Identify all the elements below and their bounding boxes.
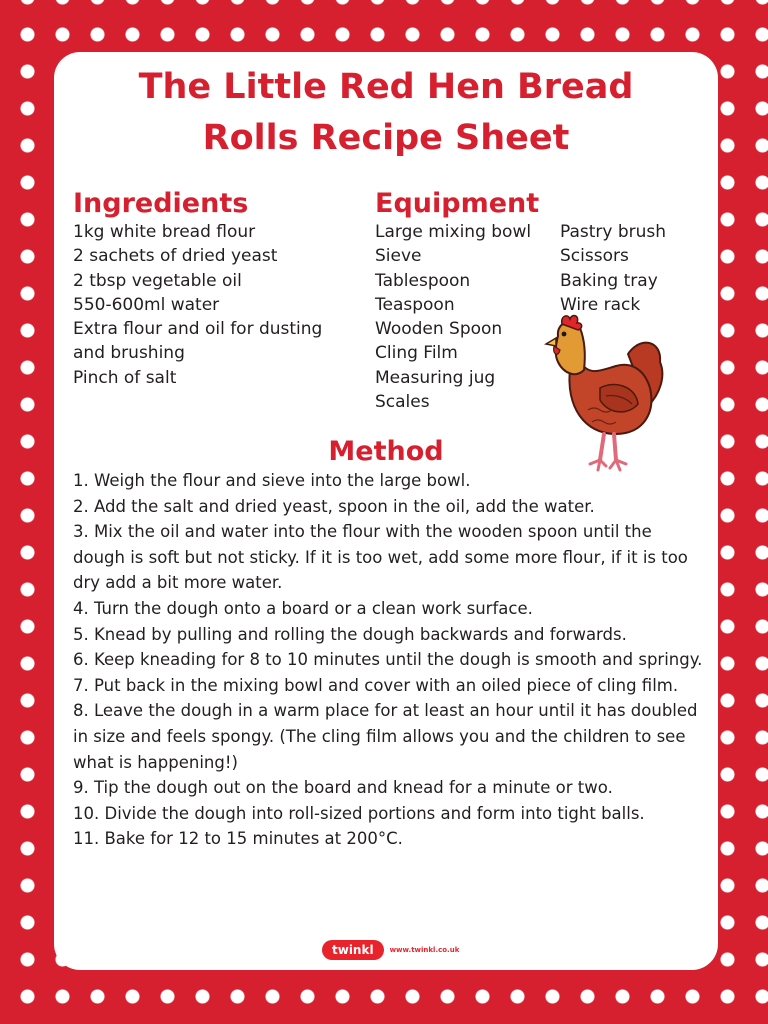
page-title bbox=[54, 62, 718, 164]
title-line-2: Rolls Recipe Sheet bbox=[202, 118, 570, 158]
method-step: 5. Knead by pulling and rolling the dough backwards and forwards. bbox=[73, 624, 627, 644]
ingredient-item: 2 sachets of dried yeast bbox=[73, 246, 278, 267]
equipment-item: Tablespoon bbox=[375, 270, 471, 291]
method-step: 11. Bake for 12 to 15 minutes at 200°C. bbox=[73, 829, 403, 849]
twinkl-logo[interactable]: twinkl bbox=[322, 940, 384, 960]
method-step: 9. Tip the dough out on the board and knead for a minute or two. bbox=[73, 778, 613, 798]
equipment-item: Scissors bbox=[560, 246, 629, 267]
equipment-item: Scales bbox=[375, 392, 430, 413]
method-step: 1. Weigh the flour and sieve into the large bowl. bbox=[73, 471, 471, 490]
ingredient-item: 550-600ml water bbox=[73, 294, 220, 315]
equipment-item: Pastry brush bbox=[560, 222, 667, 242]
recipe-card bbox=[54, 52, 718, 970]
method-step: 6. Keep kneading for 8 to 10 minutes until the dough is smooth and springy. bbox=[73, 650, 703, 670]
equipment-item: Measuring jug bbox=[375, 367, 496, 388]
equipment-heading: Equipment bbox=[375, 188, 540, 219]
footer bbox=[322, 938, 459, 962]
method-step: 10. Divide the dough into roll-sized portions and form into tight balls. bbox=[73, 803, 645, 823]
ingredient-item: 2 tbsp vegetable oil bbox=[73, 270, 242, 291]
equipment-list-col1 bbox=[375, 220, 531, 414]
equipment-item: Teaspoon bbox=[375, 294, 455, 315]
equipment-item: Wooden Spoon bbox=[375, 319, 503, 340]
title-line-1: The Little Red Hen Bread bbox=[138, 67, 634, 107]
ingredient-item: Pinch of salt bbox=[73, 367, 177, 388]
method-step: 8. Leave the dough in a warm place for at least an hour until it has doubled in size and feels spongy. (The cling film allows you and the children to see what is happening!) bbox=[73, 701, 698, 772]
equipment-item: Cling Film bbox=[375, 343, 458, 364]
equipment-item: Baking tray bbox=[560, 270, 658, 291]
method-step: 7. Put back in the mixing bowl and cover with an oiled piece of cling film. bbox=[73, 675, 679, 695]
method-step: 3. Mix the oil and water into the flour with the wooden spoon until the dough is soft but not sticky. If it is too wet, add some more flour, if it is too dry add a bit more water. bbox=[73, 522, 688, 593]
method-step: 4. Turn the dough onto a board or a clean work surface. bbox=[73, 598, 533, 618]
equipment-list-col2 bbox=[560, 220, 666, 317]
website-link[interactable]: www.twinkl.co.uk bbox=[389, 946, 460, 954]
method-step: 2. Add the salt and dried yeast, spoon in the oil, add the water. bbox=[73, 496, 595, 516]
ingredients-heading: Ingredients bbox=[73, 188, 249, 219]
equipment-item: Large mixing bowl bbox=[375, 222, 532, 242]
ingredients-list bbox=[73, 220, 322, 390]
ingredient-item: Extra flour and oil for dusting bbox=[73, 319, 323, 340]
method-heading: Method bbox=[328, 436, 444, 467]
equipment-item: Wire rack bbox=[560, 294, 641, 315]
ingredient-item: 1kg white bread flour bbox=[73, 222, 256, 242]
equipment-item: Sieve bbox=[375, 246, 422, 267]
ingredient-item: and brushing bbox=[73, 343, 185, 364]
method-steps bbox=[73, 468, 703, 852]
